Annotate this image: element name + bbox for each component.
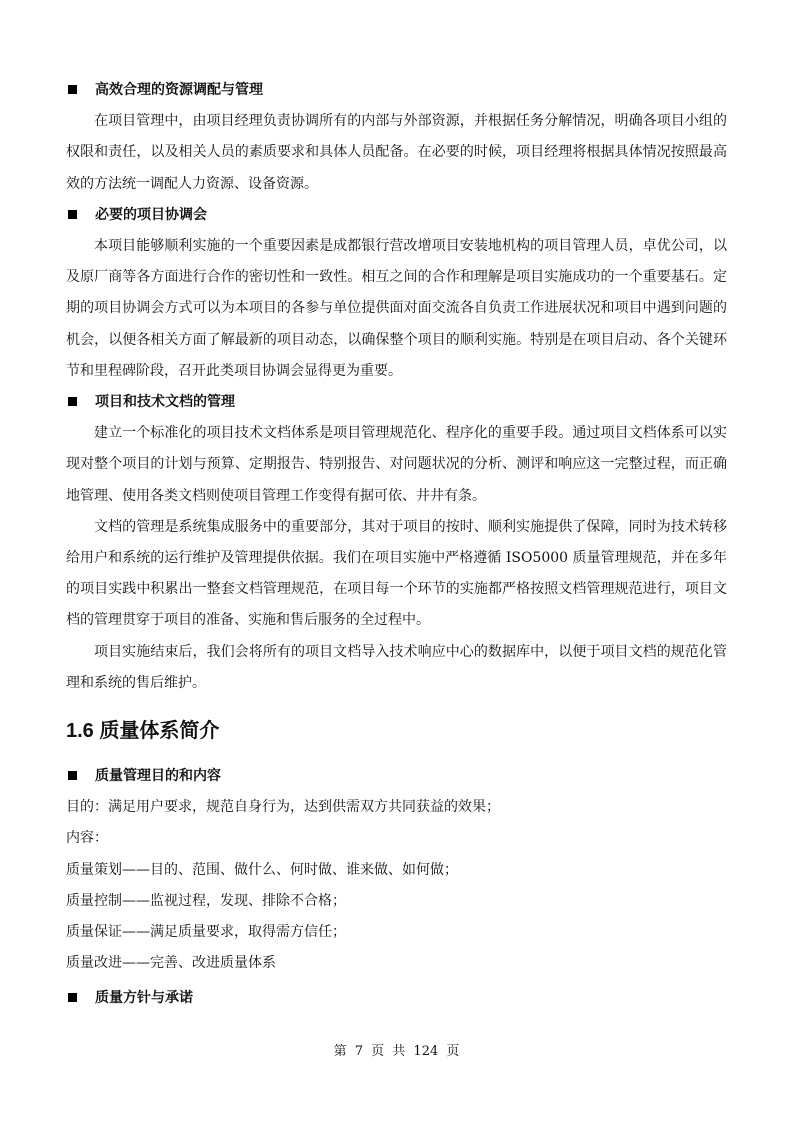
section-heading <box>66 387 727 418</box>
square-bullet-icon <box>68 771 77 780</box>
text-line: 质量控制——监视过程，发现、排除不合格； <box>66 892 346 909</box>
heading-text: 必要的项目协调会 <box>95 206 207 223</box>
paragraph: 在项目管理中，由项目经理负责协调所有的内部与外部资源，并根据任务分解情况，明确各项目小组的权限和责任，以及相关人员的素质要求和具体人员配备。在必要的时候，项目经理将根据具体情况按照最高效的方法统一调配人力资源、设备资源。 <box>66 113 727 192</box>
page-footer: 第 7 页 共 124 页 <box>333 1044 460 1059</box>
document-body-part1 <box>66 75 727 699</box>
square-bullet-icon <box>68 85 77 94</box>
paragraph: 项目实施结束后，我们会将所有的项目文档导入技术响应中心的数据库中，以便于项目文档的规范化管理和系统的售后维护。 <box>66 643 727 691</box>
section-heading <box>66 983 727 1014</box>
text-line: 内容： <box>66 830 108 847</box>
heading-text: 质量方针与承诺 <box>95 990 193 1007</box>
section-heading <box>66 761 727 792</box>
section-heading <box>66 75 727 106</box>
section-heading <box>66 200 727 231</box>
section-title: 1.6 质量体系简介 <box>66 720 220 742</box>
paragraph: 本项目能够顺利实施的一个重要因素是成都银行营改增项目安装地机构的项目管理人员，卓优公司，以及原厂商等各方面进行合作的密切性和一致性。相互之间的合作和理解是项目实施成功的一个重要基石。定期的项目协调会方式可以为本项目的各参与单位提供面对面交流各自负责工作进展状况和项目中遇到问题的机会，以便各相关方面了解最新的项目动态，以确保整个项目的顺利实施。特别是在项目启动、各个关键环节和里程碑阶段，召开此类项目协调会显得更为重要。 <box>66 238 727 379</box>
document-body-part2 <box>66 761 727 1015</box>
paragraph: 文档的管理是系统集成服务中的重要部分，其对于项目的按时、顺利实施提供了保障，同时为技术转移给用户和系统的运行维护及管理提供依据。我们在项目实施中严格遵循 ISO5000 质量管理规范，并在多年的项目实践中积累出一整套文档管理规范，在项目每一个环节的实施都严格按照文档管理规范进行，项目文档的管理贯穿于项目的准备、实施和售后服务的全过程中。 <box>66 518 727 629</box>
heading-text: 质量管理目的和内容 <box>95 768 221 784</box>
text-line: 质量改进——完善、改进质量体系 <box>66 955 276 972</box>
square-bullet-icon <box>68 210 77 219</box>
text-line: 质量保证——满足质量要求，取得需方信任； <box>66 924 346 941</box>
text-line: 质量策划——目的、范围、做什么、何时做、谁来做、如何做； <box>66 861 458 878</box>
heading-text: 高效合理的资源调配与管理 <box>95 82 263 98</box>
text-line: 目的：满足用户要求，规范自身行为，达到供需双方共同获益的效果； <box>66 799 500 816</box>
paragraph: 建立一个标准化的项目技术文档体系是项目管理规范化、程序化的重要手段。通过项目文档体系可以实现对整个项目的计划与预算、定期报告、特别报告、对问题状况的分析、测评和响应这一完整过程，而正确地管理、使用各类文档则使项目管理工作变得有据可依、井井有条。 <box>66 425 727 504</box>
heading-text: 项目和技术文档的管理 <box>95 394 235 411</box>
square-bullet-icon <box>68 993 77 1002</box>
square-bullet-icon <box>68 397 77 406</box>
